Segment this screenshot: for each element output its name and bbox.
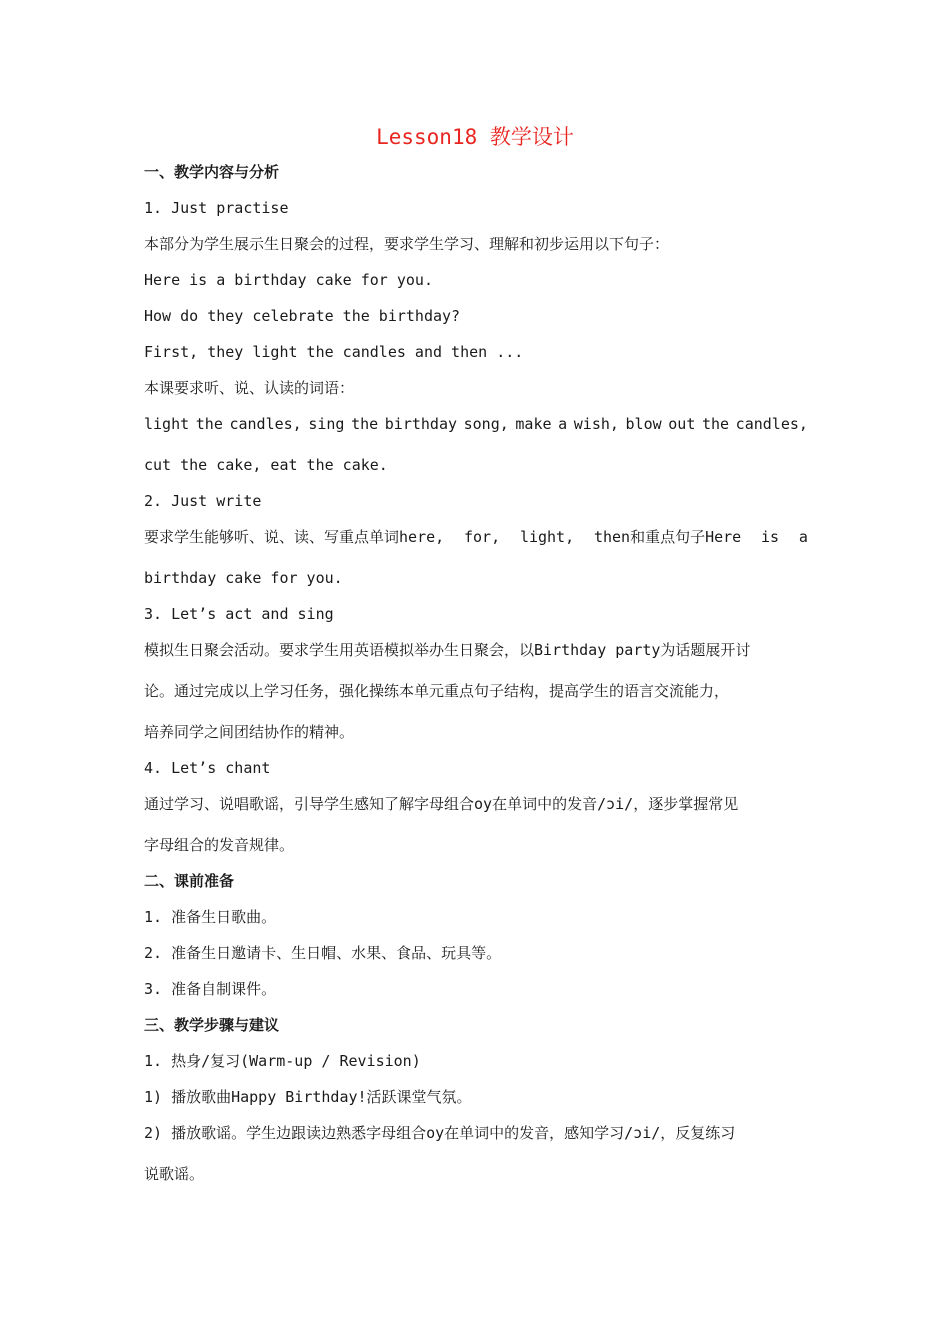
vocab-word: a [558, 415, 568, 433]
example-sentence: First, they light the candles and then ... [144, 343, 524, 361]
vocab-word: candles, [735, 415, 808, 433]
example-sentence: Here is a birthday cake for you. [144, 271, 433, 289]
paragraph-text: birthday cake for you. [144, 569, 343, 587]
section-heading-teaching-steps: 三、教学步骤与建议 [144, 1016, 280, 1034]
vocab-word: the [701, 415, 730, 433]
paragraph-text: 模拟生日聚会活动。要求学生用英语模拟举办生日聚会，以Birthday party为话题展开讨 [144, 641, 751, 659]
paragraph-text: 本部分为学生展示生日聚会的过程，要求学生学习、理解和初步运用以下句子： [144, 235, 670, 253]
paragraph-text [144, 527, 808, 547]
text-segment: for, [463, 528, 501, 546]
step-item: 说歌谣。 [144, 1165, 205, 1183]
item-lets-chant: 4. Let’s chant [144, 759, 271, 777]
paragraph-text: 本课要求听、说、认读的词语： [144, 379, 355, 397]
paragraph-text: 字母组合的发音规律。 [144, 836, 295, 854]
item-just-practise: 1. Just practise [144, 199, 289, 217]
text-segment: light, [519, 528, 575, 546]
step-item: 2) 播放歌谣。学生边跟读边熟悉字母组合oy在单词中的发音，感知学习/ɔi/，反复练习 [144, 1124, 736, 1142]
step-item: 1) 播放歌曲Happy Birthday!活跃课堂气氛。 [144, 1088, 472, 1106]
text-segment: a [798, 528, 808, 546]
section-heading-content-analysis: 一、教学内容与分析 [144, 163, 280, 181]
vocab-word: candles, [229, 415, 302, 433]
list-item: 1. 热身/复习(Warm-up / Revision) [144, 1052, 421, 1070]
item-just-write: 2. Just write [144, 492, 262, 510]
vocab-word: make [515, 415, 552, 433]
text-segment: is [761, 528, 780, 546]
paragraph-text: 通过学习、说唱歌谣，引导学生感知了解字母组合oy在单词中的发音/ɔi/，逐步掌握常见 [144, 795, 739, 813]
vocab-word: the [351, 415, 379, 433]
vocab-word: song, [463, 415, 509, 433]
document-title: Lesson18 教学设计 [376, 125, 574, 149]
example-sentence: How do they celebrate the birthday? [144, 307, 461, 325]
vocab-word: blow [625, 415, 662, 433]
list-item: 1. 准备生日歌曲。 [144, 908, 277, 926]
vocabulary-line [144, 414, 808, 434]
list-item: 3. 准备自制课件。 [144, 980, 277, 998]
text-segment: then和重点句子Here [593, 528, 742, 546]
vocab-word: out [668, 415, 696, 433]
vocabulary-line: cut the cake, eat the cake. [144, 456, 388, 474]
paragraph-text: 论。通过完成以上学习任务，强化操练本单元重点句子结构，提高学生的语言交流能力， [144, 682, 730, 700]
vocab-word: sing [308, 415, 345, 433]
text-segment: 要求学生能够听、说、读、写重点单词here, [144, 528, 445, 546]
vocab-word: light [144, 415, 190, 433]
vocab-word: the [195, 415, 223, 433]
paragraph-text: 培养同学之间团结协作的精神。 [144, 723, 355, 741]
vocab-word: birthday [384, 415, 458, 433]
list-item: 2. 准备生日邀请卡、生日帽、水果、食品、玩具等。 [144, 944, 502, 962]
vocab-word: wish, [573, 415, 619, 433]
section-heading-preparation: 二、课前准备 [144, 872, 235, 890]
item-act-and-sing: 3. Let’s act and sing [144, 605, 334, 623]
